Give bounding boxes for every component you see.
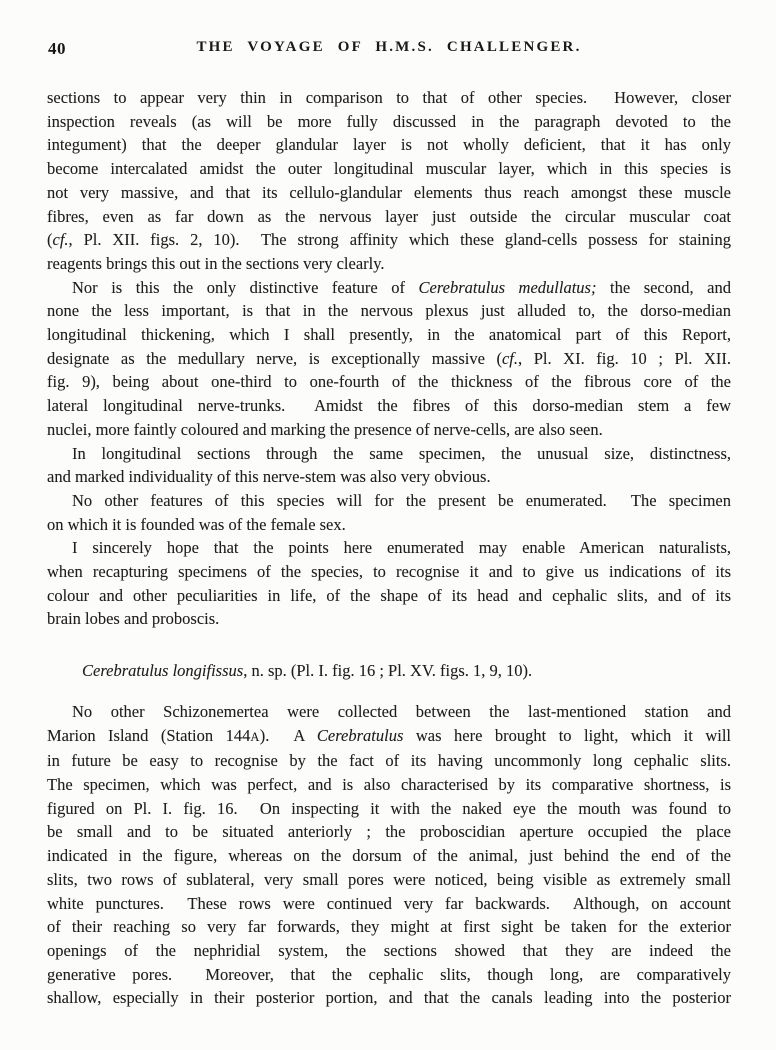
- text-line: No other features of this species will for the present be enumerated. The specimen: [72, 490, 731, 510]
- text-line: indicated in the figure, whereas on the dorsum of the animal, just behind the end of the: [47, 846, 731, 866]
- text-line: and marked individuality of this nerve-stem was also very obvious.: [47, 467, 491, 487]
- text-line: In longitudinal sections through the same specimen, the unusual size, distinctness,: [72, 443, 731, 463]
- text-line: of their reaching so very far forwards, they might at first sight be taken for the exterior: [47, 917, 731, 937]
- text-line: not very massive, and that its cellulo-glandular elements thus reach amongst these muscle: [47, 182, 731, 202]
- text-line: none the less important, is that in the nervous plexus just alluded to, the dorso-median: [47, 301, 731, 321]
- text-line: I sincerely hope that the points here enumerated may enable American naturalists,: [72, 538, 731, 558]
- text-line: sections to appear very thin in comparison to that of other species. However, closer: [47, 88, 731, 107]
- text-line: reagents brings this out in the sections very clearly.: [47, 253, 385, 273]
- paragraph: [47, 276, 731, 442]
- text-line: longitudinal thickening, which I shall presently, in the anatomical part of this Report,: [47, 325, 731, 345]
- text-line: become intercalated amidst the outer longitudinal muscular layer, which in this species is: [47, 159, 731, 179]
- text-line: nuclei, more faintly coloured and marking the presence of nerve-cells, are also seen.: [47, 419, 603, 439]
- running-title: THE VOYAGE OF H.M.S. CHALLENGER.: [196, 39, 582, 55]
- text-line: The specimen, which was perfect, and is also characterised by its comparative shortness, is: [47, 774, 731, 794]
- text-line: slits, two rows of sublateral, very small pores were noticed, being visible as extremely small: [47, 869, 731, 889]
- text-line: in future be easy to recognise by the fact of its having uncommonly long cephalic slits.: [47, 751, 731, 771]
- text-line: colour and other peculiarities in life, of the shape of its head and cephalic slits, and of its: [47, 585, 731, 605]
- text-line: shallow, especially in their posterior portion, and that the canals leading into the posterior: [47, 988, 731, 1008]
- paragraph: [47, 86, 731, 276]
- text-line: fig. 9), being about one-third to one-fourth of the thickness of the fibrous core of the: [47, 372, 731, 392]
- text-line: Nor is this the only distinctive feature of Cerebratulus medullatus; the second, and: [72, 277, 731, 297]
- text-line: on which it is founded was of the female sex.: [47, 514, 346, 534]
- running-header: [47, 39, 731, 61]
- text-line: openings of the nephridial system, the sections showed that they are indeed the: [47, 940, 731, 960]
- text-line: when recapturing specimens of the species, to recognise it and to give us indications of its: [47, 562, 731, 582]
- text-line: (cf., Pl. XII. figs. 2, 10). The strong affinity which these gland-cells possess for staining: [47, 230, 731, 250]
- text-line: No other Schizonemertea were collected between the last-mentioned station and: [72, 701, 731, 721]
- text-line: integument) that the deeper glandular layer is not wholly deficient, that it has only: [47, 135, 731, 155]
- paragraph: [47, 489, 731, 536]
- text-line: lateral longitudinal nerve-trunks. Amidst the fibres of this dorso-median stem a few: [47, 396, 731, 416]
- text-line: brain lobes and proboscis.: [47, 609, 220, 629]
- page-number: 40: [48, 39, 66, 58]
- paragraph: [47, 536, 731, 631]
- text-line: figured on Pl. I. fig. 16. On inspecting it with the naked eye the mouth was found to: [47, 798, 731, 818]
- paragraph: [47, 700, 731, 1010]
- text-line: be small and to be situated anteriorly ; the proboscidian aperture occupied the place: [47, 822, 731, 842]
- text-line: inspection reveals (as will be more fully discussed in the paragraph devoted to the: [47, 111, 731, 131]
- text-line: Marion Island (Station 144A). A Cerebratulus was here brought to light, which it will: [47, 725, 731, 745]
- text-line: Cerebratulus longifissus, n. sp. (Pl. I. fig. 16 ; Pl. XV. figs. 1, 9, 10).: [82, 661, 533, 681]
- species-heading: [47, 659, 731, 683]
- page-body: [47, 86, 731, 1010]
- paragraph: [47, 442, 731, 489]
- text-line: designate as the medullary nerve, is exceptionally massive (cf., Pl. XI. fig. 10 ; Pl. XII.: [47, 348, 731, 368]
- text-line: white punctures. These rows were continued very far backwards. Although, on account: [47, 893, 731, 913]
- text-line: generative pores. Moreover, that the cephalic slits, though long, are comparatively: [47, 964, 731, 984]
- text-line: fibres, even as far down as the nervous layer just outside the circular muscular coat: [47, 206, 731, 226]
